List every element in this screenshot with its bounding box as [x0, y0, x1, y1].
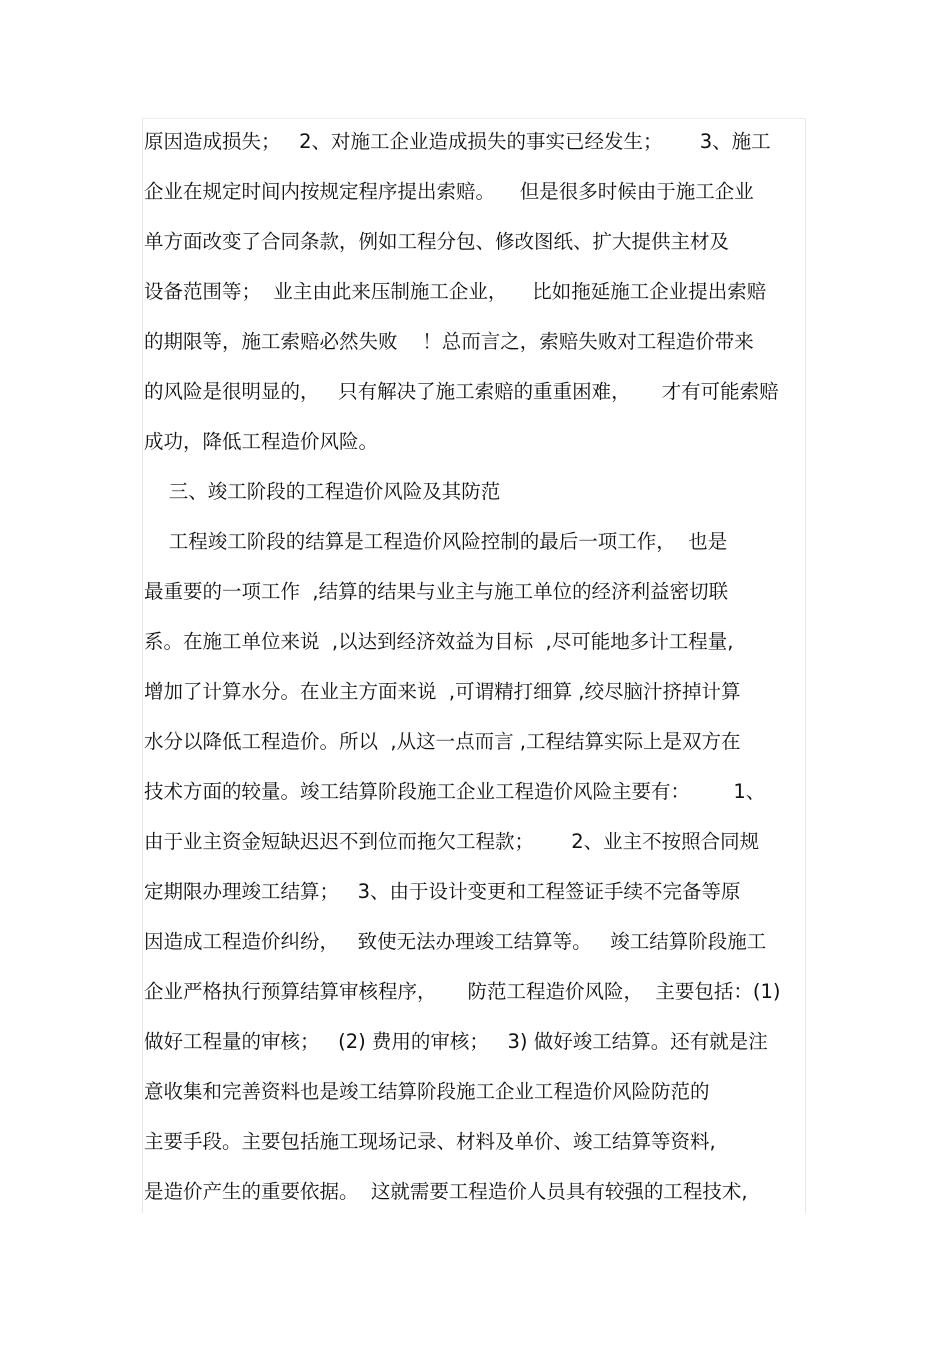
text-line: 系。在施工单位来说 ,以达到经济效益为目标 ,尽可能地多计工程量, [144, 630, 734, 653]
text-line: 的风险是很明显的， 只有解决了施工索赔的重重困难， 才有可能索赔 [144, 380, 779, 403]
document-body [144, 117, 804, 1217]
text-line: 企业在规定时间内按规定程序提出索赔。 但是很多时候由于施工企业 [144, 180, 754, 203]
text-line: 工程竣工阶段的结算是工程造价风险控制的最后一项工作， 也是 [144, 530, 728, 553]
text-line: 意收集和完善资料也是竣工结算阶段施工企业工程造价风险防范的 [144, 1080, 710, 1103]
text-line: 原因造成损失； 2、对施工企业造成损失的事实已经发生； 3、施工 [144, 130, 771, 153]
text-line: 由于业主资金短缺迟迟不到位而拖欠工程款； 2、业主不按照合同规 [144, 830, 760, 853]
text-line: 是造价产生的重要依据。 这就需要工程造价人员具有较强的工程技术, [144, 1180, 748, 1203]
text-line: 设备范围等； 业主由此来压制施工企业， 比如拖延施工企业提出索赔 [144, 280, 767, 303]
text-line: 增加了计算水分。在业主方面来说 ,可谓精打细算 ,绞尽脑汁挤掉计算 [144, 680, 741, 703]
text-line: 成功，降低工程造价风险。 [144, 430, 379, 453]
section-heading: 三、竣工阶段的工程造价风险及其防范 [144, 480, 501, 503]
text-line: 主要手段。主要包括施工现场记录、材料及单价、竣工结算等资料, [144, 1130, 716, 1153]
text-line: 做好工程量的审核； (2) 费用的审核； 3) 做好竣工结算。还有就是注 [144, 1030, 768, 1053]
text-line: 因造成工程造价纠纷， 致使无法办理竣工结算等。 竣工结算阶段施工 [144, 930, 767, 953]
text-line: 最重要的一项工作 ,结算的结果与业主与施工单位的经济利益密切联 [144, 580, 729, 603]
text-line: 的期限等，施工索赔必然失败 ！总而言之，索赔失败对工程造价带来 [144, 330, 754, 353]
text-line: 定期限办理竣工结算； 3、由于设计变更和工程签证手续不完备等原 [144, 880, 741, 903]
text-line: 单方面改变了合同条款，例如工程分包、修改图纸、扩大提供主材及 [144, 230, 730, 253]
text-line: 技术方面的较量。竣工结算阶段施工企业工程造价风险主要有： 1、 [144, 780, 766, 803]
text-line: 企业严格执行预算结算审核程序， 防范工程造价风险， 主要包括：(1) [144, 980, 781, 1003]
text-line: 水分以降低工程造价。所以 ,从这一点而言 ,工程结算实际上是双方在 [144, 730, 741, 753]
